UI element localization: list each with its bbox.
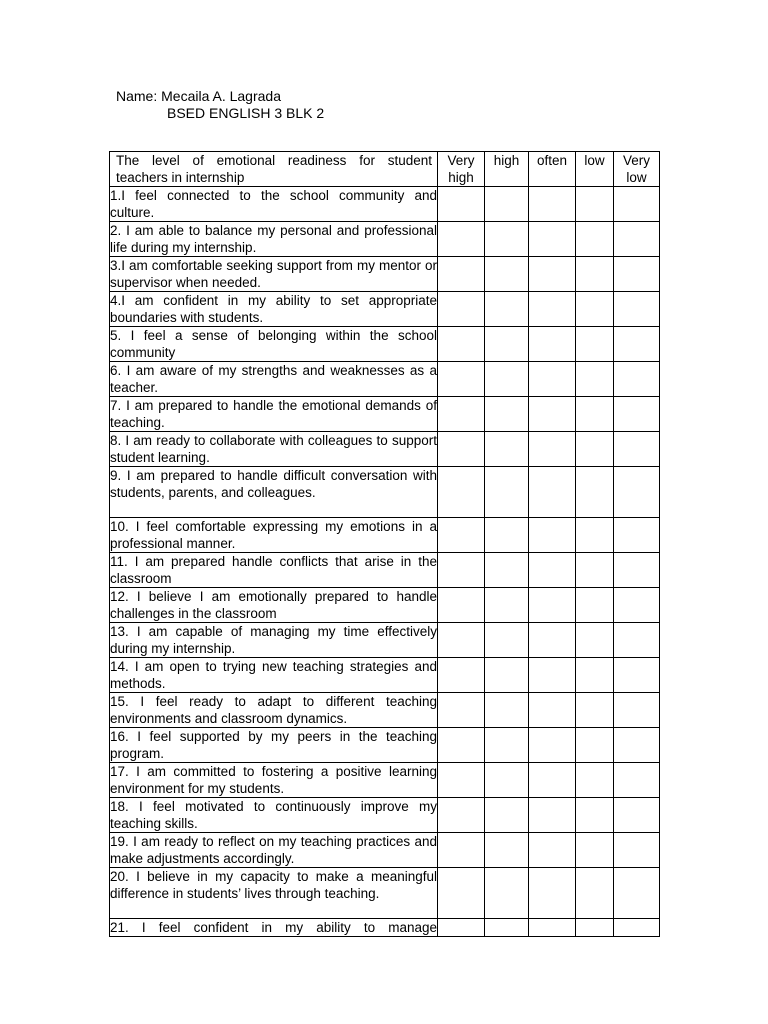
rating-cell-often[interactable] (529, 833, 576, 868)
rating-cell-low[interactable] (576, 798, 614, 833)
table-header-row (110, 152, 660, 187)
rating-cell-very-high[interactable] (438, 467, 485, 518)
rating-cell-very-high[interactable] (438, 919, 485, 937)
rating-cell-often[interactable] (529, 763, 576, 798)
rating-cell-often[interactable] (529, 432, 576, 467)
statement-cell: 2. I am able to balance my personal and professional life during my internship. (110, 223, 437, 255)
rating-cell-very-high[interactable] (438, 728, 485, 763)
table-row (110, 553, 660, 588)
rating-cell-very-high[interactable] (438, 518, 485, 553)
rating-cell-very-high[interactable] (438, 397, 485, 432)
statement-cell: 20. I believe in my capacity to make a meaningful difference in students’ lives through teaching. (110, 868, 438, 919)
statement-cell: 15. I feel ready to adapt to different teaching environments and classroom dynamics. (110, 694, 437, 726)
rating-cell-low[interactable] (576, 257, 614, 292)
rating-cell-often[interactable] (529, 467, 576, 518)
rating-cell-very-low[interactable] (614, 728, 660, 763)
rating-cell-often[interactable] (529, 588, 576, 623)
readiness-survey-table (109, 151, 660, 937)
scale-header-low: low (576, 152, 614, 187)
statement-cell: 21. I feel confident in my ability to manage (110, 920, 437, 935)
rating-cell-very-high[interactable] (438, 292, 485, 327)
statement-cell: 16. I feel supported by my peers in the teaching program. (110, 729, 437, 761)
rating-cell-very-high[interactable] (438, 588, 485, 623)
rating-cell-high[interactable] (485, 432, 529, 467)
rating-cell-low[interactable] (576, 623, 614, 658)
rating-cell-high[interactable] (485, 397, 529, 432)
rating-cell-often[interactable] (529, 919, 576, 937)
rating-cell-high[interactable] (485, 693, 529, 728)
rating-cell-high[interactable] (485, 257, 529, 292)
rating-cell-high[interactable] (485, 222, 529, 257)
rating-cell-often[interactable] (529, 518, 576, 553)
rating-cell-often[interactable] (529, 257, 576, 292)
rating-cell-low[interactable] (576, 728, 614, 763)
rating-cell-very-high[interactable] (438, 658, 485, 693)
rating-cell-very-high[interactable] (438, 833, 485, 868)
table-row (110, 397, 660, 432)
scale-header-very-low: Very low (614, 152, 660, 187)
rating-cell-low[interactable] (576, 588, 614, 623)
rating-cell-often[interactable] (529, 222, 576, 257)
rating-cell-low[interactable] (576, 397, 614, 432)
rating-cell-low[interactable] (576, 553, 614, 588)
rating-cell-high[interactable] (485, 728, 529, 763)
statement-cell: 13. I am capable of managing my time effectively during my internship. (110, 624, 437, 656)
statement-cell: 7. I am prepared to handle the emotional demands of teaching. (110, 398, 437, 430)
rating-cell-often[interactable] (529, 292, 576, 327)
survey-body (110, 187, 660, 937)
rating-cell-high[interactable] (485, 588, 529, 623)
rating-cell-often[interactable] (529, 798, 576, 833)
rating-cell-high[interactable] (485, 763, 529, 798)
table-row (110, 588, 660, 623)
rating-cell-often[interactable] (529, 362, 576, 397)
rating-cell-high[interactable] (485, 327, 529, 362)
rating-cell-often[interactable] (529, 693, 576, 728)
rating-cell-low[interactable] (576, 763, 614, 798)
rating-cell-very-low[interactable] (614, 868, 660, 919)
rating-cell-high[interactable] (485, 467, 529, 518)
table-row (110, 362, 660, 397)
rating-cell-very-high[interactable] (438, 623, 485, 658)
table-row (110, 658, 660, 693)
rating-cell-very-high[interactable] (438, 222, 485, 257)
table-row (110, 868, 660, 919)
statement-cell: 3.I am comfortable seeking support from my mentor or supervisor when needed. (110, 258, 437, 290)
rating-cell-very-high[interactable] (438, 432, 485, 467)
statement-cell: 6. I am aware of my strengths and weaknesses as a teacher. (110, 363, 437, 395)
rating-cell-low[interactable] (576, 693, 614, 728)
statement-cell: 11. I am prepared handle conflicts that arise in the classroom (110, 554, 437, 586)
rating-cell-often[interactable] (529, 728, 576, 763)
rating-cell-very-low[interactable] (614, 919, 660, 937)
rating-cell-very-low[interactable] (614, 187, 660, 222)
rating-cell-very-low[interactable] (614, 588, 660, 623)
table-row (110, 467, 660, 518)
scale-header-high: high (485, 152, 529, 187)
rating-cell-low[interactable] (576, 292, 614, 327)
table-row (110, 222, 660, 257)
rating-cell-very-low[interactable] (614, 292, 660, 327)
rating-cell-very-high[interactable] (438, 868, 485, 919)
rating-cell-high[interactable] (485, 658, 529, 693)
rating-cell-often[interactable] (529, 327, 576, 362)
rating-cell-very-low[interactable] (614, 763, 660, 798)
rating-cell-high[interactable] (485, 292, 529, 327)
statement-cell: 4.I am confident in my ability to set appropriate boundaries with students. (110, 293, 437, 325)
rating-cell-very-low[interactable] (614, 623, 660, 658)
scale-header-often: often (529, 152, 576, 187)
statement-cell: 14. I am open to trying new teaching strategies and methods. (110, 659, 437, 691)
student-name: Name: Mecaila A. Lagrada (116, 88, 281, 104)
rating-cell-low[interactable] (576, 919, 614, 937)
rating-cell-high[interactable] (485, 798, 529, 833)
rating-cell-very-low[interactable] (614, 658, 660, 693)
rating-cell-very-low[interactable] (614, 432, 660, 467)
rating-cell-high[interactable] (485, 623, 529, 658)
table-row (110, 518, 660, 553)
rating-cell-very-low[interactable] (614, 798, 660, 833)
statement-cell: 12. I believe I am emotionally prepared to handle challenges in the classroom (110, 589, 437, 621)
rating-cell-very-low[interactable] (614, 518, 660, 553)
table-row (110, 187, 660, 222)
rating-cell-high[interactable] (485, 919, 529, 937)
rating-cell-often[interactable] (529, 553, 576, 588)
rating-cell-low[interactable] (576, 467, 614, 518)
table-row (110, 623, 660, 658)
statement-cell: 17. I am committed to fostering a positive learning environment for my students. (110, 764, 437, 796)
rating-cell-high[interactable] (485, 868, 529, 919)
rating-cell-very-high[interactable] (438, 693, 485, 728)
rating-cell-often[interactable] (529, 623, 576, 658)
rating-cell-high[interactable] (485, 553, 529, 588)
table-row (110, 327, 660, 362)
statement-cell: 10. I feel comfortable expressing my emotions in a professional manner. (110, 519, 437, 551)
table-row (110, 292, 660, 327)
rating-cell-very-high[interactable] (438, 362, 485, 397)
table-row (110, 432, 660, 467)
rating-cell-high[interactable] (485, 187, 529, 222)
rating-cell-very-low[interactable] (614, 257, 660, 292)
table-row (110, 763, 660, 798)
rating-cell-low[interactable] (576, 432, 614, 467)
table-row (110, 833, 660, 868)
table-row (110, 257, 660, 292)
rating-cell-very-low[interactable] (614, 397, 660, 432)
rating-cell-low[interactable] (576, 187, 614, 222)
rating-cell-very-high[interactable] (438, 763, 485, 798)
rating-cell-very-low[interactable] (614, 362, 660, 397)
rating-cell-often[interactable] (529, 868, 576, 919)
rating-cell-very-low[interactable] (614, 693, 660, 728)
rating-cell-often[interactable] (529, 397, 576, 432)
rating-cell-low[interactable] (576, 518, 614, 553)
statement-cell: 5. I feel a sense of belonging within the school community (110, 328, 437, 360)
table-row (110, 693, 660, 728)
rating-cell-low[interactable] (576, 868, 614, 919)
statement-cell: 9. I am prepared to handle difficult conversation with students, parents, and colleagues. (110, 467, 438, 518)
rating-cell-low[interactable] (576, 362, 614, 397)
rating-cell-very-high[interactable] (438, 187, 485, 222)
rating-cell-low[interactable] (576, 327, 614, 362)
rating-cell-very-low[interactable] (614, 553, 660, 588)
rating-cell-very-high[interactable] (438, 553, 485, 588)
rating-cell-very-low[interactable] (614, 467, 660, 518)
rating-cell-very-high[interactable] (438, 257, 485, 292)
scale-header-very-high: Very high (438, 152, 485, 187)
statement-cell: 19. I am ready to reflect on my teaching practices and make adjustments accordingly. (110, 834, 437, 866)
statement-cell: 18. I feel motivated to continuously improve my teaching skills. (110, 799, 437, 831)
statement-cell: 8. I am ready to collaborate with colleagues to support student learning. (110, 433, 437, 465)
question-column-header: The level of emotional readiness for student teachers in internship (110, 152, 438, 187)
rating-cell-very-low[interactable] (614, 833, 660, 868)
rating-cell-high[interactable] (485, 362, 529, 397)
rating-cell-low[interactable] (576, 658, 614, 693)
rating-cell-low[interactable] (576, 222, 614, 257)
table-row (110, 798, 660, 833)
rating-cell-high[interactable] (485, 833, 529, 868)
rating-cell-very-high[interactable] (438, 798, 485, 833)
statement-cell: 1.I feel connected to the school community and culture. (110, 188, 437, 220)
rating-cell-very-low[interactable] (614, 222, 660, 257)
table-row (110, 728, 660, 763)
table-row (110, 919, 660, 937)
rating-cell-very-low[interactable] (614, 327, 660, 362)
course-section: BSED ENGLISH 3 BLK 2 (167, 105, 325, 121)
rating-cell-low[interactable] (576, 833, 614, 868)
rating-cell-often[interactable] (529, 187, 576, 222)
rating-cell-high[interactable] (485, 518, 529, 553)
rating-cell-often[interactable] (529, 658, 576, 693)
rating-cell-very-high[interactable] (438, 327, 485, 362)
